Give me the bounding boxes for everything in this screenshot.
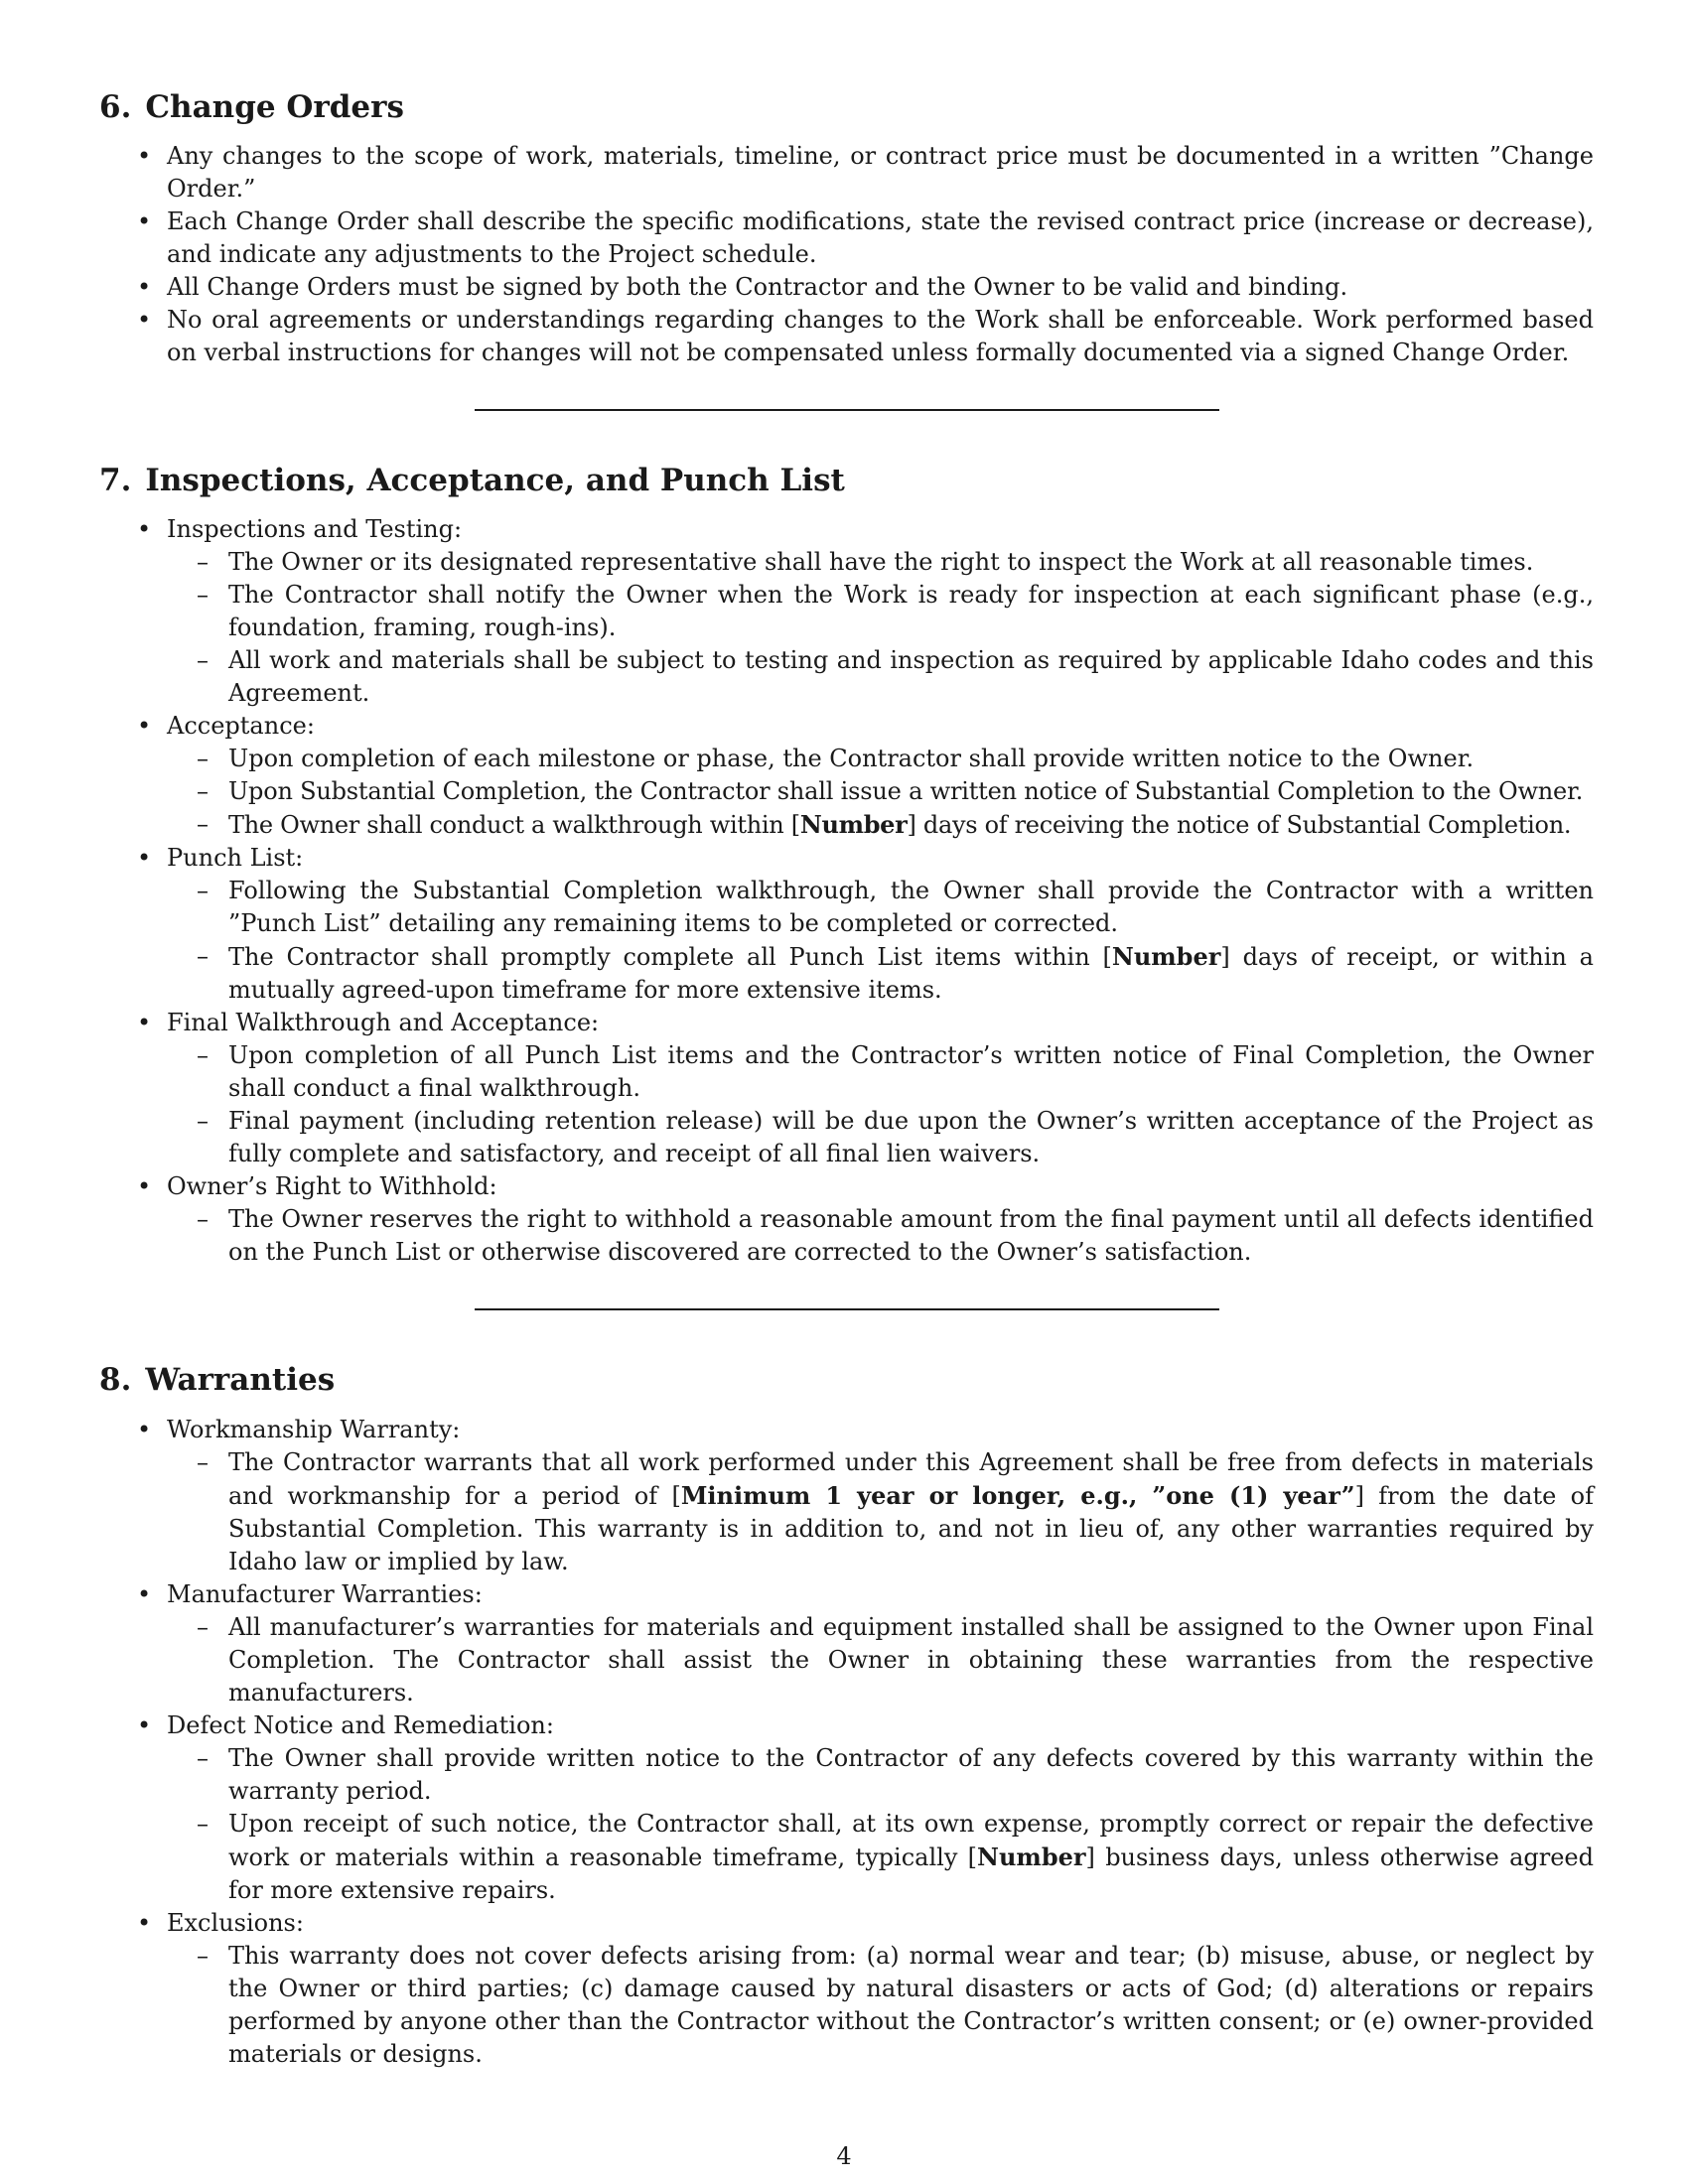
sub-list [167, 1446, 1594, 1578]
group-label: Owner’s Right to Withhold: [167, 1172, 497, 1201]
section-title: Warranties [145, 1362, 336, 1399]
sub-list-item [167, 1446, 1594, 1578]
text-run: ] days of receiving the notice of Substantial Completion. [907, 811, 1572, 840]
list-item [99, 1007, 1594, 1170]
page-number: 4 [836, 2142, 852, 2170]
list-item [99, 513, 1594, 710]
sub-list-item: – The Owner or its designated representative shall have the right to inspect the Work at all reasonable times. [167, 546, 1594, 579]
group-label: Defect Notice and Remediation: [167, 1710, 554, 1739]
placeholder-field: Minimum 1 year or longer, e.g., ”one (1) year” [680, 1480, 1355, 1510]
section-inspections [99, 463, 1594, 1269]
text-run: ] business days, unless otherwise agreed for more extensive repairs. [228, 1843, 1594, 1904]
sub-list-item [167, 1808, 1594, 1907]
document-page [99, 89, 1594, 2071]
group-label: Inspections and Testing: [167, 515, 463, 544]
sub-list [167, 875, 1594, 1007]
list-item [99, 1170, 1594, 1269]
list-item [99, 842, 1594, 1007]
text-run: Upon receipt of such notice, the Contractor shall, at its own expense, promptly correct or repair the defective work or materials within a reasonable timeframe, typically [ [228, 1809, 1594, 1871]
placeholder-field: Number [1111, 942, 1221, 972]
text-run: ] from the date of Substantial Completion. This warranty is in addition to, and not in lieu of, any other warranties required by Idaho law or implied by law. [228, 1481, 1594, 1575]
section-number: 7. [99, 463, 132, 499]
section-heading [99, 1362, 1594, 1399]
sub-list [167, 743, 1594, 842]
section-number: 8. [99, 1362, 132, 1399]
section-divider [475, 1308, 1219, 1310]
sub-list-item [167, 940, 1594, 1007]
list-item [99, 1578, 1594, 1709]
group-label: Final Walkthrough and Acceptance: [167, 1009, 600, 1037]
sub-list [167, 1611, 1594, 1709]
sub-list [167, 1039, 1594, 1170]
section-number: 6. [99, 89, 132, 125]
group-label: Punch List: [167, 844, 304, 873]
list-item: • Each Change Order shall describe the specific modifications, state the revised contract price (increase or decrease), and indicate any adjustments to the Project schedule. [99, 205, 1594, 271]
group-label: Workmanship Warranty: [167, 1415, 461, 1443]
sub-list-item: – This warranty does not cover defects arising from: (a) normal wear and tear; (b) misuse, abuse, or neglect by the Owner or third parties; (c) damage caused by natural disasters or acts of God; (d) alterations or repairs performed by anyone other than the Contractor without the Contractor’s written consent; or (e) owner-provided materials or designs. [167, 1940, 1594, 2071]
group-label: Exclusions: [167, 1908, 304, 1937]
sub-list-item: – The Contractor shall notify the Owner when the Work is ready for inspection at each significant phase (e.g., foundation, framing, rough-ins). [167, 579, 1594, 644]
list-item [99, 1414, 1594, 1578]
section-heading [99, 463, 1594, 499]
sub-list-item: – The Owner reserves the right to withhold a reasonable amount from the final payment until all defects identified on the Punch List or otherwise discovered are corrected to the Owner’s satisfaction. [167, 1203, 1594, 1269]
sub-list-item: – All manufacturer’s warranties for materials and equipment installed shall be assigned to the Owner upon Final Completion. The Contractor shall assist the Owner in obtaining these warranties from the respective manufacturers. [167, 1611, 1594, 1709]
section-divider [475, 409, 1219, 411]
group-label: Manufacturer Warranties: [167, 1579, 483, 1608]
sub-list [167, 1940, 1594, 2071]
section-change-orders [99, 89, 1594, 369]
group-label: Acceptance: [167, 712, 315, 741]
list-item [99, 710, 1594, 842]
list-item: • All Change Orders must be signed by both the Contractor and the Owner to be valid and binding. [99, 271, 1594, 304]
bullet-list [99, 513, 1594, 1269]
text-run: The Owner shall conduct a walkthrough within [ [228, 811, 800, 840]
bullet-list [99, 1414, 1594, 2071]
text-run: The Contractor shall promptly complete all Punch List items within [ [228, 943, 1112, 972]
placeholder-field: Number [977, 1842, 1086, 1871]
sub-list [167, 546, 1594, 710]
list-item: • Any changes to the scope of work, materials, timeline, or contract price must be documented in a written ”Change Order.” [99, 140, 1594, 205]
section-title: Inspections, Acceptance, and Punch List [145, 463, 845, 499]
sub-list-item: – Upon completion of all Punch List items and the Contractor’s written notice of Final Completion, the Owner shall conduct a final walkthrough. [167, 1039, 1594, 1105]
list-item: • No oral agreements or understandings regarding changes to the Work shall be enforceable. Work performed based on verbal instructions for changes will not be compensated unless formally documented via a signed Change Order. [99, 304, 1594, 369]
text-run: ] days of receipt, or within a mutually agreed-upon timeframe for more extensive items. [228, 943, 1594, 1005]
section-title: Change Orders [145, 89, 404, 125]
sub-list-item: – Final payment (including retention release) will be due upon the Owner’s written acceptance of the Project as fully complete and satisfactory, and receipt of all final lien waivers. [167, 1105, 1594, 1170]
bullet-list [99, 140, 1594, 369]
sub-list [167, 1742, 1594, 1907]
section-heading [99, 89, 1594, 126]
text-run: The Contractor warrants that all work performed under this Agreement shall be free from defects in materials and workmanship for a period of [ [228, 1447, 1594, 1510]
sub-list-item: – All work and materials shall be subject to testing and inspection as required by applicable Idaho codes and this Agreement. [167, 644, 1594, 710]
placeholder-field: Number [799, 810, 908, 840]
sub-list [167, 1203, 1594, 1269]
sub-list-item: – The Owner shall provide written notice to the Contractor of any defects covered by this warranty within the warranty period. [167, 1742, 1594, 1808]
section-warranties [99, 1362, 1594, 2070]
list-item [99, 1907, 1594, 2071]
sub-list-item [167, 808, 1594, 842]
list-item [99, 1709, 1594, 1907]
sub-list-item: – Upon completion of each milestone or phase, the Contractor shall provide written notice to the Owner. [167, 743, 1594, 775]
sub-list-item: – Following the Substantial Completion walkthrough, the Owner shall provide the Contractor with a written ”Punch List” detailing any remaining items to be completed or corrected. [167, 875, 1594, 940]
sub-list-item: – Upon Substantial Completion, the Contractor shall issue a written notice of Substantial Completion to the Owner. [167, 775, 1594, 808]
